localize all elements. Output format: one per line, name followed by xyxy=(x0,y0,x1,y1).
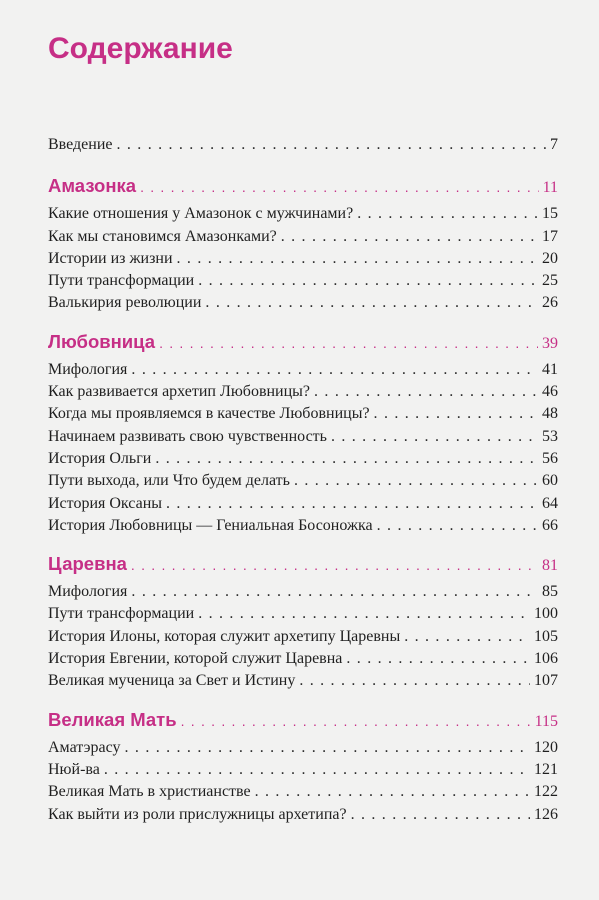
toc-entry-title: История Илоны, которая служит архетипу Царевны xyxy=(48,627,401,645)
toc-entry-title: Истории из жизни xyxy=(48,249,173,267)
toc-entry-title: Мифология xyxy=(48,360,128,378)
toc-entry-page: 20 xyxy=(542,249,558,267)
toc-entry-title: Нюй-ва xyxy=(48,760,100,778)
dot-leader xyxy=(131,552,538,578)
dot-leader xyxy=(351,804,530,826)
toc-entry-title: История Ольги xyxy=(48,449,152,467)
table-of-contents xyxy=(48,134,558,840)
toc-entry-page: 85 xyxy=(542,583,558,601)
toc-entry-page: 120 xyxy=(534,738,558,756)
toc-section-heading[interactable] xyxy=(48,329,558,355)
toc-entry-title: Как выйти из роли прислужницы архетипа? xyxy=(48,805,347,823)
toc-entry[interactable] xyxy=(48,493,558,515)
dot-leader xyxy=(205,292,538,314)
dot-leader xyxy=(198,603,530,625)
toc-entry[interactable] xyxy=(48,448,558,470)
section-title: Любовница xyxy=(48,330,156,352)
toc-entry[interactable] xyxy=(48,603,558,625)
toc-entry-page: 126 xyxy=(534,805,558,823)
toc-section xyxy=(48,707,558,826)
toc-entry[interactable] xyxy=(48,804,558,826)
dot-leader xyxy=(159,330,538,356)
toc-entry-page: 41 xyxy=(542,360,558,378)
dot-leader xyxy=(177,248,538,270)
dot-leader xyxy=(155,448,538,470)
dot-leader xyxy=(404,626,530,648)
toc-entry-title: Пути трансформации xyxy=(48,605,195,623)
dot-leader xyxy=(374,403,538,425)
section-page: 39 xyxy=(542,334,558,352)
toc-section xyxy=(48,173,558,314)
toc-entry[interactable] xyxy=(48,670,558,692)
toc-entry-title: Пути трансформации xyxy=(48,272,195,290)
toc-entry-intro[interactable] xyxy=(48,134,558,156)
toc-section xyxy=(48,551,558,692)
dot-leader xyxy=(117,134,547,156)
toc-entry-title: История Евгении, которой служит Царевна xyxy=(48,650,343,668)
toc-entry-title: Мифология xyxy=(48,583,128,601)
section-title: Великая Мать xyxy=(48,708,177,730)
dot-leader xyxy=(346,648,530,670)
toc-entry[interactable] xyxy=(48,581,558,603)
dot-leader xyxy=(140,174,539,200)
toc-entry-title: История Любовницы — Гениальная Босоножка xyxy=(48,516,373,534)
toc-entry[interactable] xyxy=(48,737,558,759)
toc-entry[interactable] xyxy=(48,226,558,248)
toc-entry[interactable] xyxy=(48,470,558,492)
toc-entry-title: Валькирия революции xyxy=(48,294,202,312)
toc-entry[interactable] xyxy=(48,359,558,381)
toc-entry-page: 25 xyxy=(542,272,558,290)
toc-entry-page: 106 xyxy=(534,650,558,668)
dot-leader xyxy=(281,226,538,248)
toc-section-heading[interactable] xyxy=(48,173,558,199)
toc-entry-title: Как мы становимся Амазонками? xyxy=(48,227,277,245)
toc-entry-title: Какие отношения у Амазонок с мужчинами? xyxy=(48,205,354,223)
dot-leader xyxy=(125,737,530,759)
toc-entry[interactable] xyxy=(48,203,558,225)
toc-entry-title: Как развивается архетип Любовницы? xyxy=(48,383,311,401)
toc-entry-page: 15 xyxy=(542,205,558,223)
toc-entry[interactable] xyxy=(48,515,558,537)
toc-entry-title: Пути выхода, или Что будем делать xyxy=(48,472,290,490)
toc-entry-page: 121 xyxy=(534,760,558,778)
toc-entry-title: Великая мученица за Свет и Истину xyxy=(48,672,296,690)
toc-entry-page: 122 xyxy=(534,783,558,801)
toc-entry[interactable] xyxy=(48,248,558,270)
toc-entry[interactable] xyxy=(48,292,558,314)
toc-entry-page: 66 xyxy=(542,516,558,534)
dot-leader xyxy=(255,781,530,803)
toc-entry-page: 56 xyxy=(542,449,558,467)
dot-leader xyxy=(299,670,530,692)
toc-entry[interactable] xyxy=(48,381,558,403)
toc-entry-title: Великая Мать в христианстве xyxy=(48,783,251,801)
toc-section-heading[interactable] xyxy=(48,551,558,577)
section-title: Царевна xyxy=(48,553,127,575)
toc-entry-title: Начинаем развивать свою чувственность xyxy=(48,427,327,445)
dot-leader xyxy=(104,759,530,781)
toc-entry-page: 105 xyxy=(534,627,558,645)
toc-entry[interactable] xyxy=(48,403,558,425)
section-page: 81 xyxy=(542,557,558,575)
section-title: Амазонка xyxy=(48,175,137,197)
dot-leader xyxy=(166,493,538,515)
toc-entry-page: 26 xyxy=(542,294,558,312)
dot-leader xyxy=(314,381,538,403)
toc-entry-title: История Оксаны xyxy=(48,494,162,512)
section-page: 115 xyxy=(534,712,558,730)
dot-leader xyxy=(377,515,538,537)
dot-leader xyxy=(131,359,538,381)
toc-entry[interactable] xyxy=(48,270,558,292)
dot-leader xyxy=(198,270,538,292)
dot-leader xyxy=(181,708,531,734)
toc-entry-page: 53 xyxy=(542,427,558,445)
toc-entry-title: Введение xyxy=(48,136,113,153)
toc-entry[interactable] xyxy=(48,626,558,648)
dot-leader xyxy=(131,581,538,603)
toc-entry-page: 100 xyxy=(534,605,558,623)
toc-section-heading[interactable] xyxy=(48,707,558,733)
toc-entry-page: 64 xyxy=(542,494,558,512)
dot-leader xyxy=(294,470,538,492)
toc-entry-page: 107 xyxy=(534,672,558,690)
toc-entry[interactable] xyxy=(48,759,558,781)
toc-entry-page: 7 xyxy=(550,136,558,153)
toc-entry-page: 17 xyxy=(542,227,558,245)
toc-entry-page: 46 xyxy=(542,383,558,401)
toc-sections xyxy=(48,173,558,826)
toc-entry[interactable] xyxy=(48,648,558,670)
toc-entry[interactable] xyxy=(48,426,558,448)
toc-entry-page: 48 xyxy=(542,405,558,423)
toc-entry[interactable] xyxy=(48,781,558,803)
toc-entry-title: Когда мы проявляемся в качестве Любовницы? xyxy=(48,405,370,423)
toc-section xyxy=(48,329,558,537)
dot-leader xyxy=(331,426,538,448)
toc-entry-page: 60 xyxy=(542,472,558,490)
toc-entry-title: Аматэрасу xyxy=(48,738,121,756)
dot-leader xyxy=(357,203,538,225)
section-page: 11 xyxy=(542,179,558,197)
page-title: Содержание xyxy=(48,32,233,65)
